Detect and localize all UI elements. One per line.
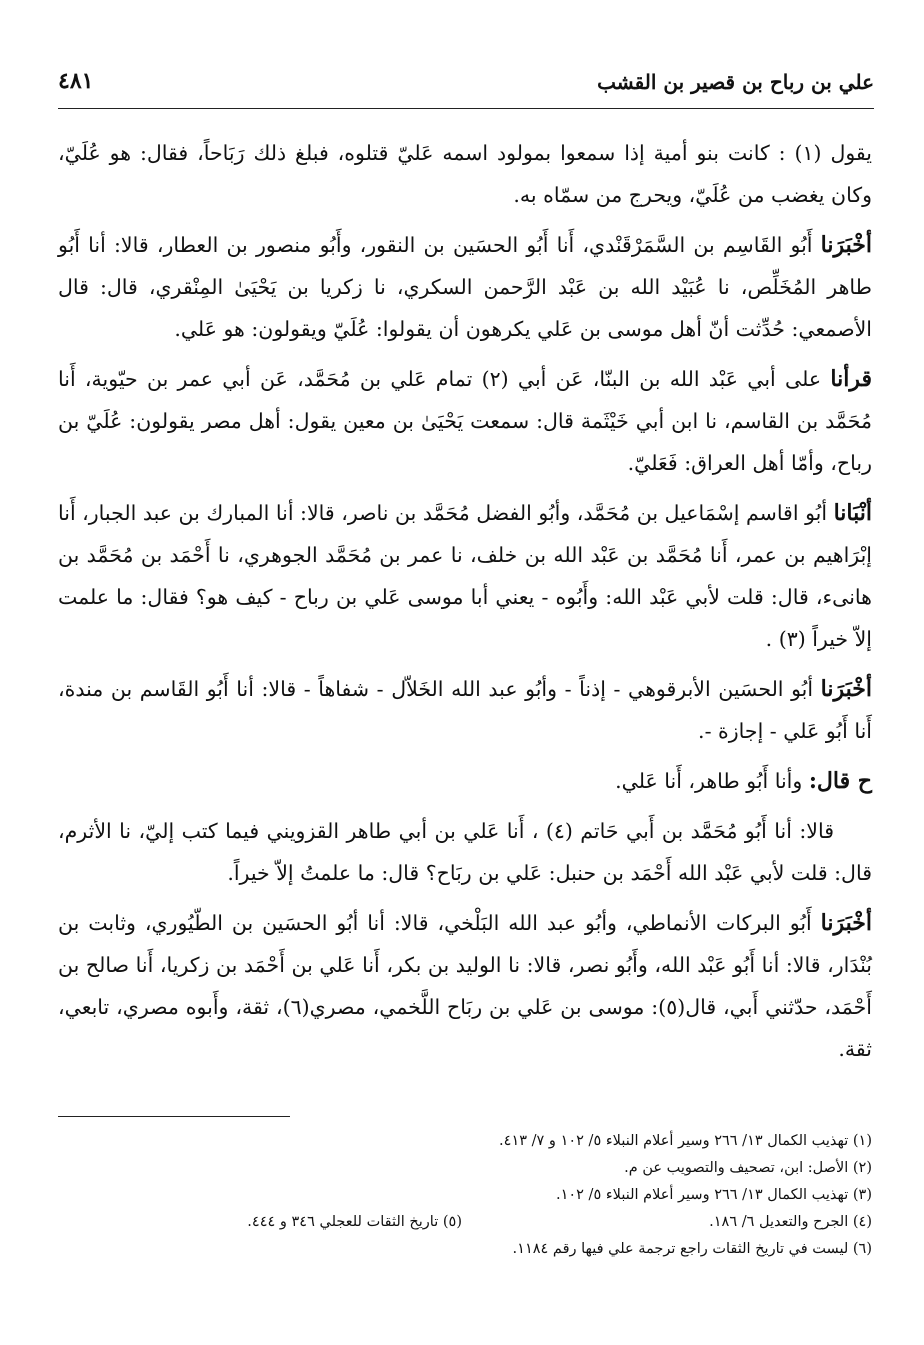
main-text (58, 132, 872, 1078)
paragraph-keyword: أخْبَرَنا (820, 232, 872, 258)
paragraph-text: أَبُو القَاسِم بن السَّمَرْقَنْدي، أَنا أَبُو الحسَين بن النقور، وأَبُو منصور بن العطار، قالا: أنا أَبُو طاهر المُخَلِّص، نا عُبَيْد الله بن عَبْد الرَّحمن السكري، نا زكريا بن يَحْيَىٰ المِنْقري، قال: قال الأصمعي: حُدِّثت أنّ أهل موسى بن عَلي يكرهون أن يقولوا: عُلَيّ ويقولون: هو عَلي. (58, 233, 872, 341)
paragraph-text: يقول (١) : كانت بنو أمية إذا سمعوا بمولود اسمه عَليّ قتلوه، فبلغ ذلك رَبَاحاً، فقال: هو عُلَيّ، وكان يغضب من عُلَيّ، ويحرج من سمّاه به. (58, 141, 873, 207)
running-header (58, 66, 874, 100)
footnote-1: (١) تهذيب الكمال ١٣/ ٢٦٦ وسير أعلام النبلاء ٥/ ١٠٢ و ٧/ ٤١٣. (499, 1133, 872, 1149)
paragraph-text: قالا: أنا أَبُو مُحَمَّد بن أَبي حَاتم (٤) ، أَنا عَلي بن أبي طاهر القزويني فيما كتب إليّ، نا الأثرم، قال: قلت لأبي عَبْد الله أَحْمَد بن حنبل: عَلي بن ربَاح؟ قال: ما علمتُ إلاّ خيراً. (58, 819, 872, 885)
header-title: علي بن رباح بن قصير بن القشب (597, 70, 874, 94)
paragraph-keyword: ح قال: (808, 768, 872, 794)
footnote-3: (٣) تهذيب الكمال ١٣/ ٢٦٦ وسير أعلام النبلاء ٥/ ١٠٢. (555, 1187, 872, 1203)
paragraph-3 (58, 358, 872, 484)
paragraph-text: أَبُو البركات الأنماطي، وأبُو عبد الله البَلْخي، قالا: أنا أبُو الحسَين بن الطّيُوري، وثابت بن بُنْدَار، قالا: أنا أَبُو عَبْد الله، وأَبُو نصر، قالا: نا الوليد بن بكر، أَنا عَلي بن أَحْمَد بن زكريا، أَنا صالح بن أَحْمَد، حدّثني أَبي، قال(٥): موسى بن عَلي بن ربَاح اللَّخمي، مصري(٦)، ثقة، وأَبوه مصري، تابعي، ثقة. (58, 911, 872, 1061)
paragraph-2 (58, 224, 872, 350)
footnote-6: (٦) ليست في تاريخ الثقات راجع ترجمة علي فيها رقم ١١٨٤. (512, 1241, 872, 1257)
header-rule (58, 108, 874, 109)
footnote-5: (٥) تاريخ الثقات للعجلي ٣٤٦ و ٤٤٤. (247, 1214, 462, 1230)
footnotes (58, 1128, 872, 1263)
paragraph-keyword: قرأنا (830, 366, 872, 392)
paragraph-text: على أبي عَبْد الله بن البنّا، عَن أبي (٢) تمام عَلي بن مُحَمَّد، عَن أبي عمر بن حيّوية، أَنا مُحَمَّد بن القاسم، نا ابن أبي خَيْثَمة قال: سمعت يَحْيَىٰ بن معين يقول: أهل مصر يقولون: عُلَيّ بن رباح، وأمّا أهل العراق: فَعَليّ. (58, 367, 872, 475)
paragraph-keyword: أنْبَانا (833, 500, 872, 526)
footnote-4: (٤) الجرح والتعديل ٦/ ١٨٦. (709, 1214, 872, 1230)
paragraph-keyword: أخْبَرَنا (820, 676, 872, 702)
paragraph-text: وأنا أَبُو طاهر، أَنا عَلي. (615, 769, 809, 793)
paragraph-text: أبُو الحسَين الأبرقوهي - إذناً - وأبُو عبد الله الخَلاّل - شفاهاً - قالا: أنا أَبُو القَاسم بن مندة، أَنا أَبُو عَلي - إجازة -. (58, 677, 872, 743)
page-number: ٤٨١ (58, 68, 94, 94)
paragraph-5 (58, 668, 872, 752)
footnote-2: (٢) الأصل: ابن، تصحيف والتصويب عن م. (624, 1160, 872, 1176)
paragraph-6 (58, 760, 872, 802)
paragraph-text: أبُو اقاسم إسْمَاعيل بن مُحَمَّد، وأبُو الفضل مُحَمَّد بن ناصر، قالا: أنا المبارك بن عبد الجبار، أَنا إبْرَاهيم بن عمر، أَنا مُحَمَّد بن عَبْد الله بن خلف، نا عمر بن مُحَمَّد الجوهري، نا أَحْمَد بن مُحَمَّد بن هانىء، قال: قلت لأبي عَبْد الله: وأَبُوه - يعني أبا موسى عَلي بن رباح - كيف هو؟ فقال: ما علمت إلاّ خيراً (٣) . (58, 501, 872, 651)
paragraph-1 (58, 132, 872, 216)
paragraph-4 (58, 492, 872, 660)
paragraph-7 (58, 810, 872, 894)
footnote-rule (58, 1116, 290, 1117)
paragraph-8 (58, 902, 872, 1070)
paragraph-keyword: أخْبَرَنا (820, 910, 872, 936)
